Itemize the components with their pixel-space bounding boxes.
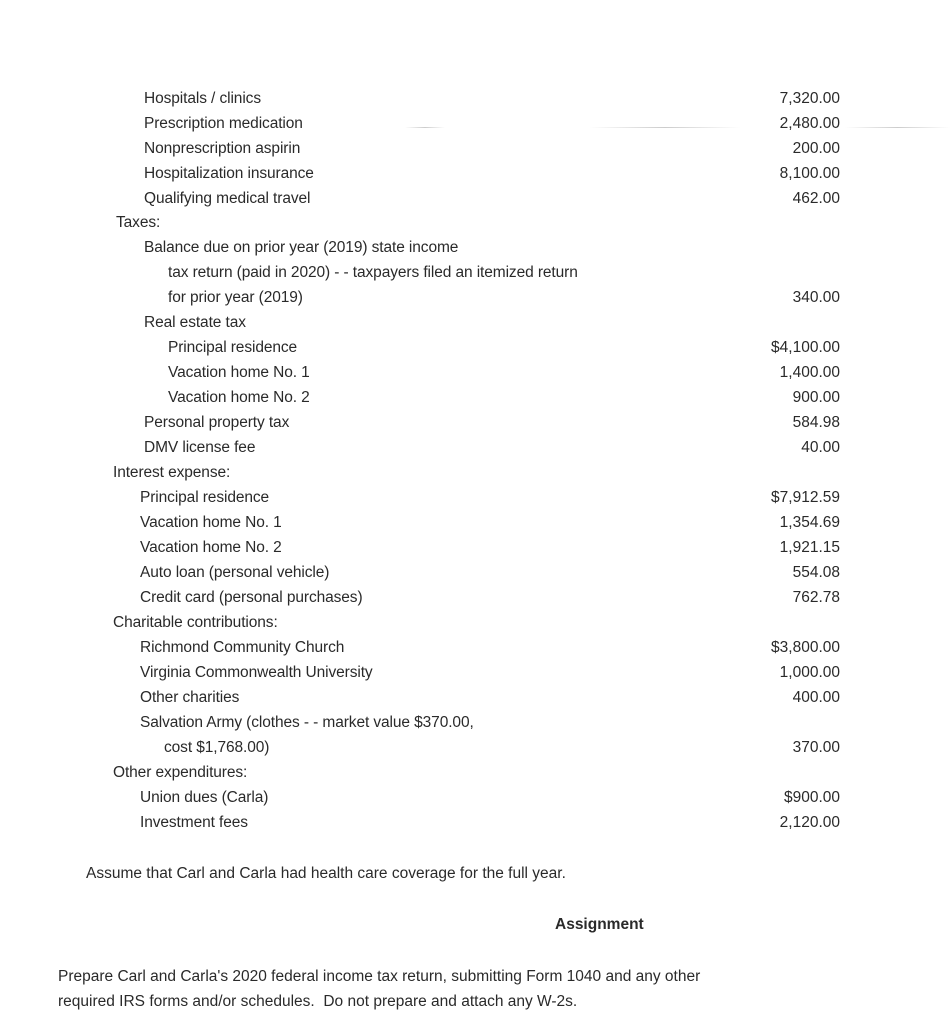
item-label: Qualifying medical travel xyxy=(144,190,311,207)
item-amount: 900.00 xyxy=(792,389,840,406)
line-item xyxy=(0,789,950,814)
section-heading-other xyxy=(0,764,950,789)
line-item xyxy=(0,814,950,839)
item-label: Credit card (personal purchases) xyxy=(140,589,363,606)
item-label: Investment fees xyxy=(140,814,248,831)
assignment-heading: Assignment xyxy=(555,916,644,933)
item-amount: 340.00 xyxy=(792,289,840,306)
item-amount: 462.00 xyxy=(792,190,840,207)
section-heading-interest xyxy=(0,464,950,489)
item-label: Other charities xyxy=(140,689,240,706)
item-amount: 762.78 xyxy=(792,589,840,606)
item-label: Hospitalization insurance xyxy=(144,165,314,182)
line-item xyxy=(0,90,950,115)
item-label: cost $1,768.00) xyxy=(164,739,270,756)
line-item-text xyxy=(0,239,950,264)
item-amount: 400.00 xyxy=(792,689,840,706)
item-label: Vacation home No. 1 xyxy=(168,364,310,381)
item-label: Nonprescription aspirin xyxy=(144,140,301,157)
item-amount: 1,400.00 xyxy=(779,364,840,381)
item-amount: 8,100.00 xyxy=(779,165,840,182)
line-item-text xyxy=(0,264,950,289)
section-heading: Taxes: xyxy=(116,214,161,231)
coverage-note: Assume that Carl and Carla had health care coverage for the full year. xyxy=(86,865,566,882)
line-item xyxy=(0,190,950,215)
item-label: Vacation home No. 2 xyxy=(168,389,310,406)
line-item xyxy=(0,664,950,689)
section-heading-taxes xyxy=(0,214,950,239)
line-item xyxy=(0,115,950,140)
line-item xyxy=(0,364,950,389)
item-label: Principal residence xyxy=(140,489,270,506)
section-heading: Charitable contributions: xyxy=(113,614,278,631)
item-amount: 554.08 xyxy=(792,564,840,581)
line-item xyxy=(0,389,950,414)
section-heading: Other expenditures: xyxy=(113,764,248,781)
item-amount: 1,000.00 xyxy=(779,664,840,681)
item-label: DMV license fee xyxy=(144,439,256,456)
item-label: Auto loan (personal vehicle) xyxy=(140,564,330,581)
assignment-line: required IRS forms and/or schedules. Do not prepare and attach any W-2s. xyxy=(58,993,578,1010)
item-amount: 200.00 xyxy=(792,140,840,157)
item-amount: 1,921.15 xyxy=(779,539,840,556)
item-amount: 1,354.69 xyxy=(779,514,840,531)
item-amount: $900.00 xyxy=(783,789,840,806)
item-amount: 2,480.00 xyxy=(779,115,840,132)
subsection-heading xyxy=(0,314,950,339)
line-item-text xyxy=(0,714,950,739)
line-item xyxy=(0,339,950,364)
line-item xyxy=(0,639,950,664)
item-amount: 2,120.00 xyxy=(779,814,840,831)
item-amount: 370.00 xyxy=(792,739,840,756)
line-item xyxy=(0,739,950,764)
section-heading: Interest expense: xyxy=(113,464,231,481)
line-item xyxy=(0,165,950,190)
item-label: Richmond Community Church xyxy=(140,639,345,656)
assignment-text xyxy=(58,964,818,1014)
item-label: Prescription medication xyxy=(144,115,303,132)
item-amount: $7,912.59 xyxy=(771,489,840,506)
item-amount: 7,320.00 xyxy=(779,90,840,107)
item-label: Vacation home No. 2 xyxy=(140,539,282,556)
line-item xyxy=(0,414,950,439)
item-label: tax return (paid in 2020) - - taxpayers filed an itemized return xyxy=(168,264,578,281)
item-label: for prior year (2019) xyxy=(168,289,303,306)
line-item xyxy=(0,439,950,464)
line-item xyxy=(0,589,950,614)
item-label: Virginia Commonwealth University xyxy=(140,664,373,681)
section-heading-charitable xyxy=(0,614,950,639)
line-item xyxy=(0,514,950,539)
line-item xyxy=(0,564,950,589)
item-amount: $4,100.00 xyxy=(771,339,840,356)
item-amount: $3,800.00 xyxy=(771,639,840,656)
item-label: Union dues (Carla) xyxy=(140,789,269,806)
item-label: Balance due on prior year (2019) state income xyxy=(144,239,459,256)
item-label: Vacation home No. 1 xyxy=(140,514,282,531)
item-amount: 40.00 xyxy=(801,439,840,456)
assignment-line: Prepare Carl and Carla's 2020 federal income tax return, submitting Form 1040 and any other xyxy=(58,968,701,985)
line-item xyxy=(0,689,950,714)
item-label: Hospitals / clinics xyxy=(144,90,261,107)
item-amount: 584.98 xyxy=(792,414,840,431)
line-item xyxy=(0,489,950,514)
item-label: Principal residence xyxy=(168,339,298,356)
subsection-label: Real estate tax xyxy=(144,314,246,331)
line-item xyxy=(0,140,950,165)
item-label: Personal property tax xyxy=(144,414,290,431)
item-label: Salvation Army (clothes - - market value $370.00, xyxy=(140,714,474,731)
line-item xyxy=(0,289,950,314)
line-item xyxy=(0,539,950,564)
